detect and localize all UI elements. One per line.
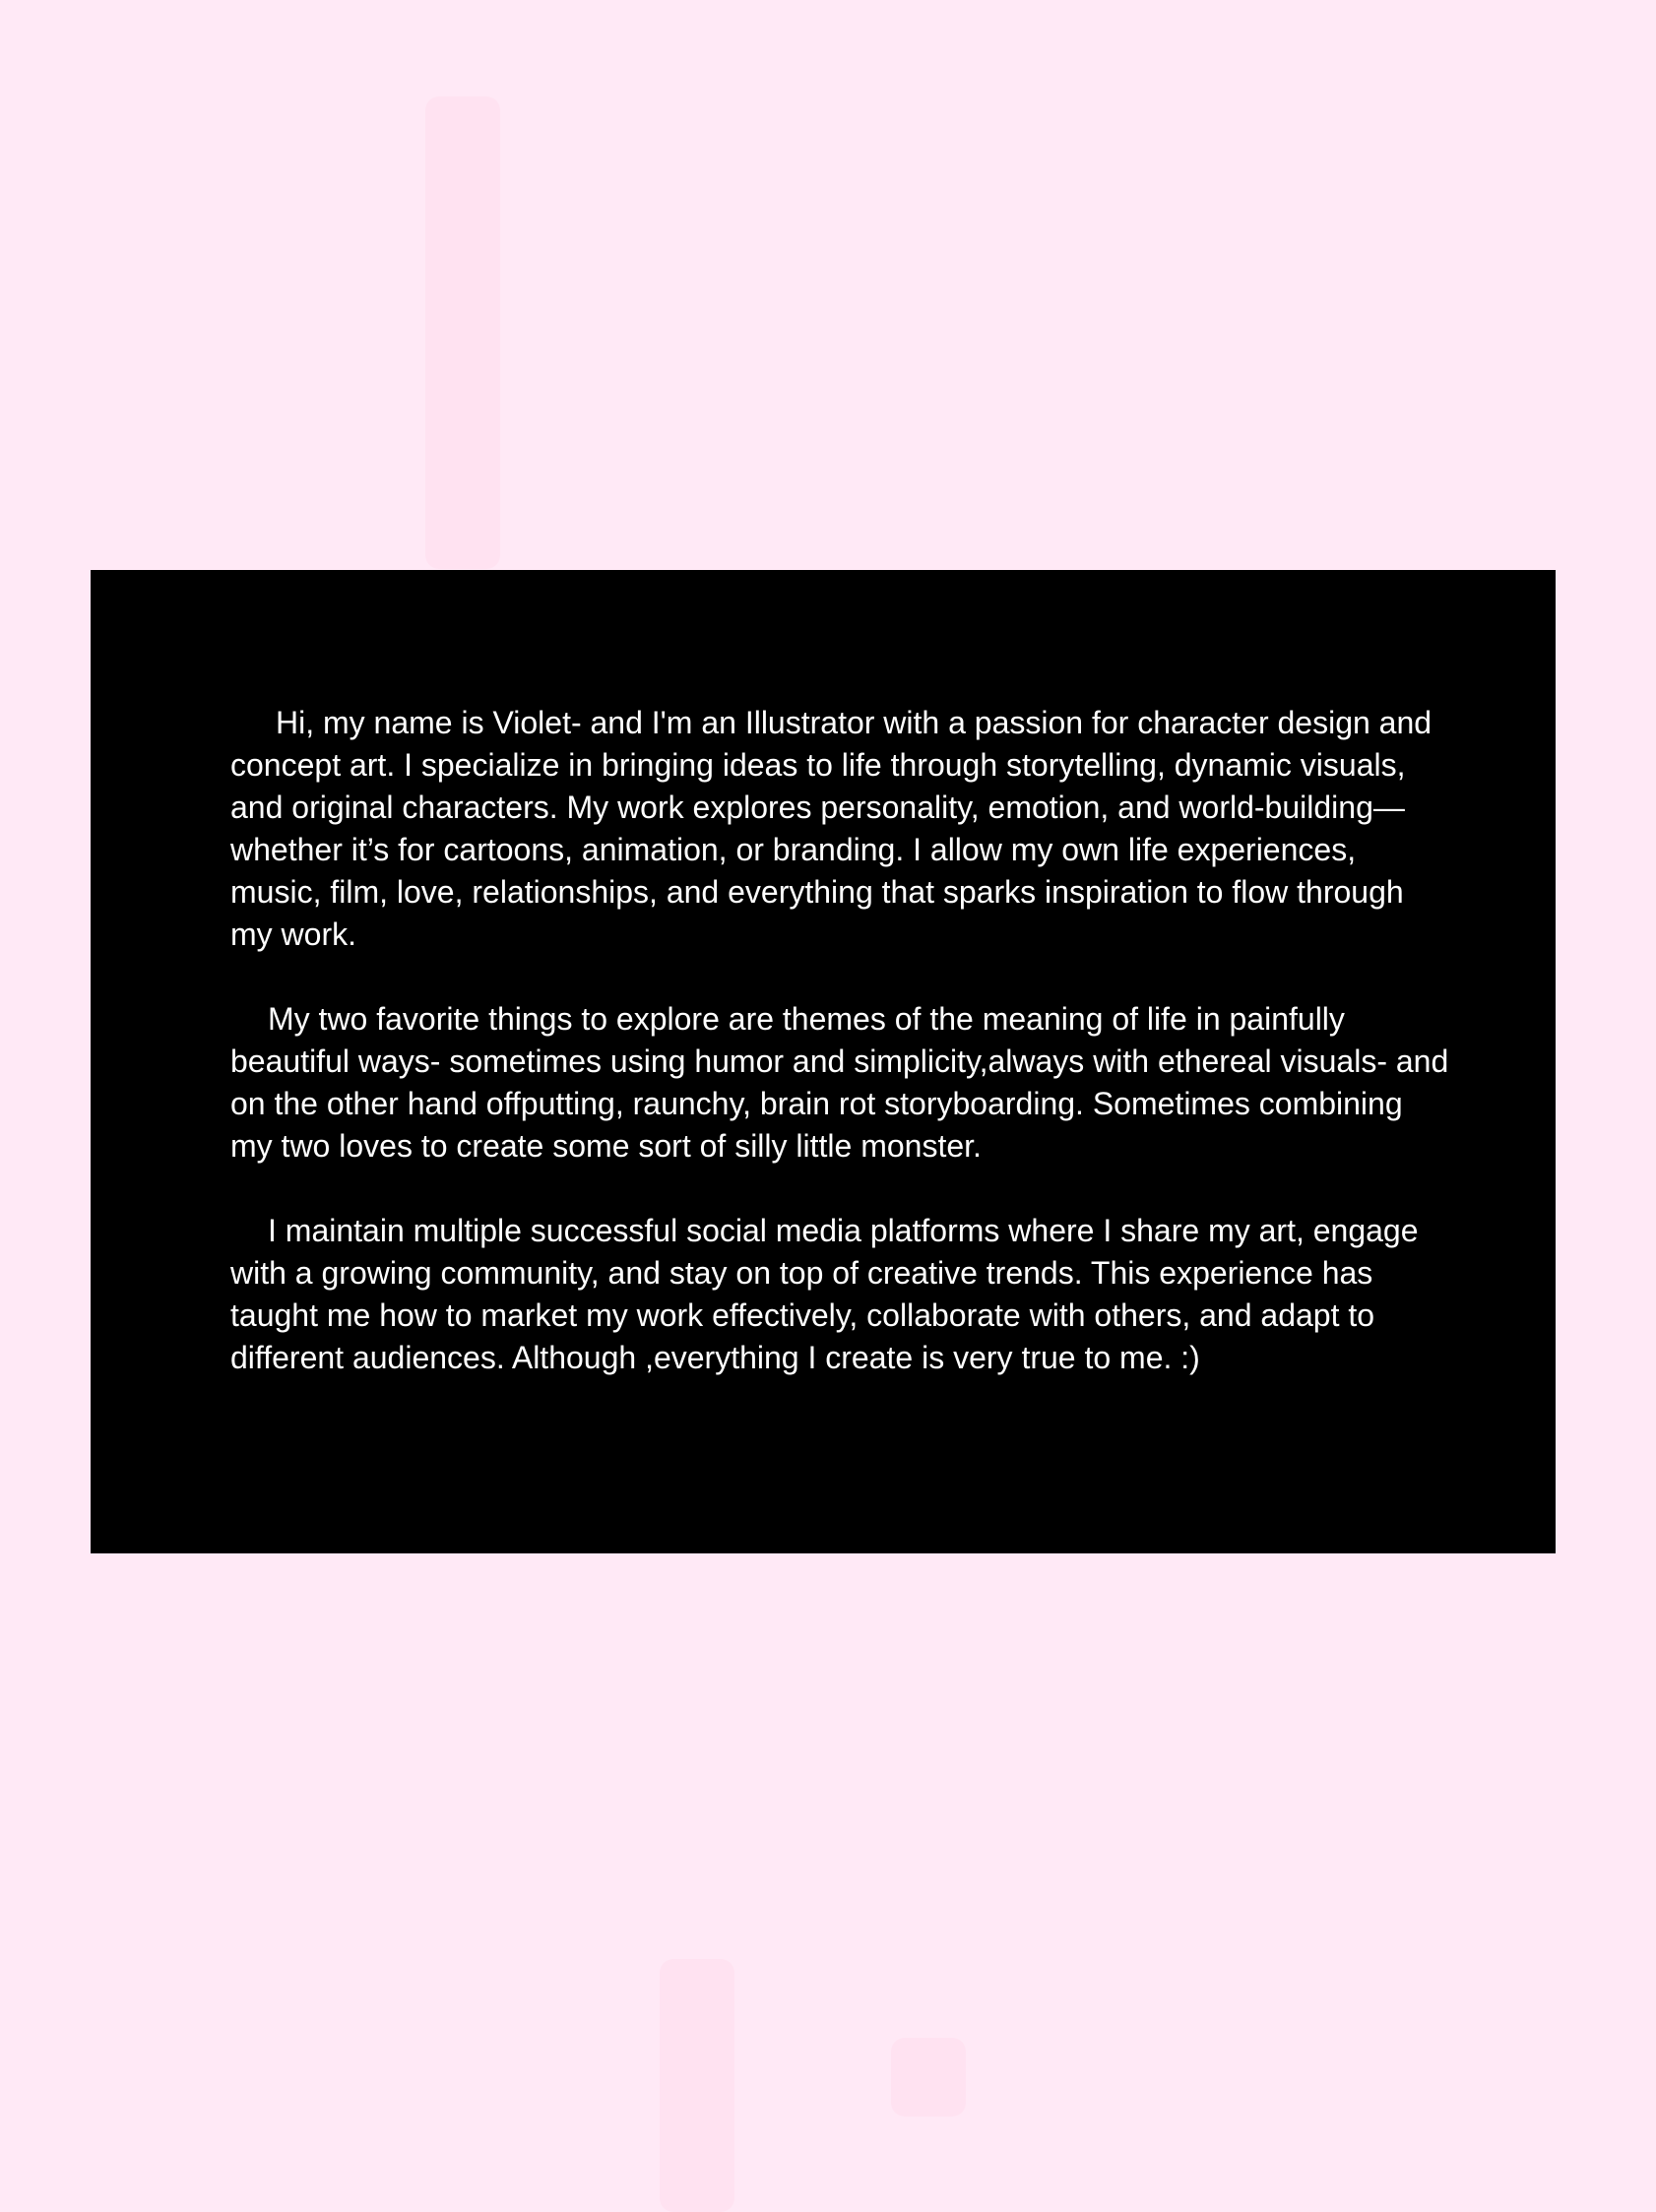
- bio-paragraph-intro: Hi, my name is Violet- and I'm an Illustrator with a passion for character design and concept art. I specialize in bringing ideas to life through storytelling, dynamic visuals, and original characters. My work explores personality, emotion, and world-building—whether it’s for cartoons, animation, or branding. I allow my own life experiences, music, film, love, relationships, and everything that sparks inspiration to flow through my work.: [230, 705, 1433, 952]
- bio-paragraph-social-media: I maintain multiple successful social media platforms where I share my art, engage with a growing community, and stay on top of creative trends. This experience has taught me how to market my work effectively, collaborate with others, and adapt to different audiences. Although ,everything I create is very true to me. :): [230, 1213, 1419, 1375]
- bio-panel: [91, 570, 1556, 1553]
- faint-background-shape: [660, 1959, 734, 2212]
- faint-background-shape: [425, 96, 500, 569]
- faint-background-shape: [891, 2038, 966, 2117]
- bio-paragraph-themes: My two favorite things to explore are themes of the meaning of life in painfully beautiful ways- sometimes using humor and simplicity,always with ethereal visuals- and on the other hand offputting, raunchy, brain rot storyboarding. Sometimes combining my two loves to create some sort of silly little monster.: [230, 1001, 1449, 1164]
- bio-text: [230, 702, 1451, 1379]
